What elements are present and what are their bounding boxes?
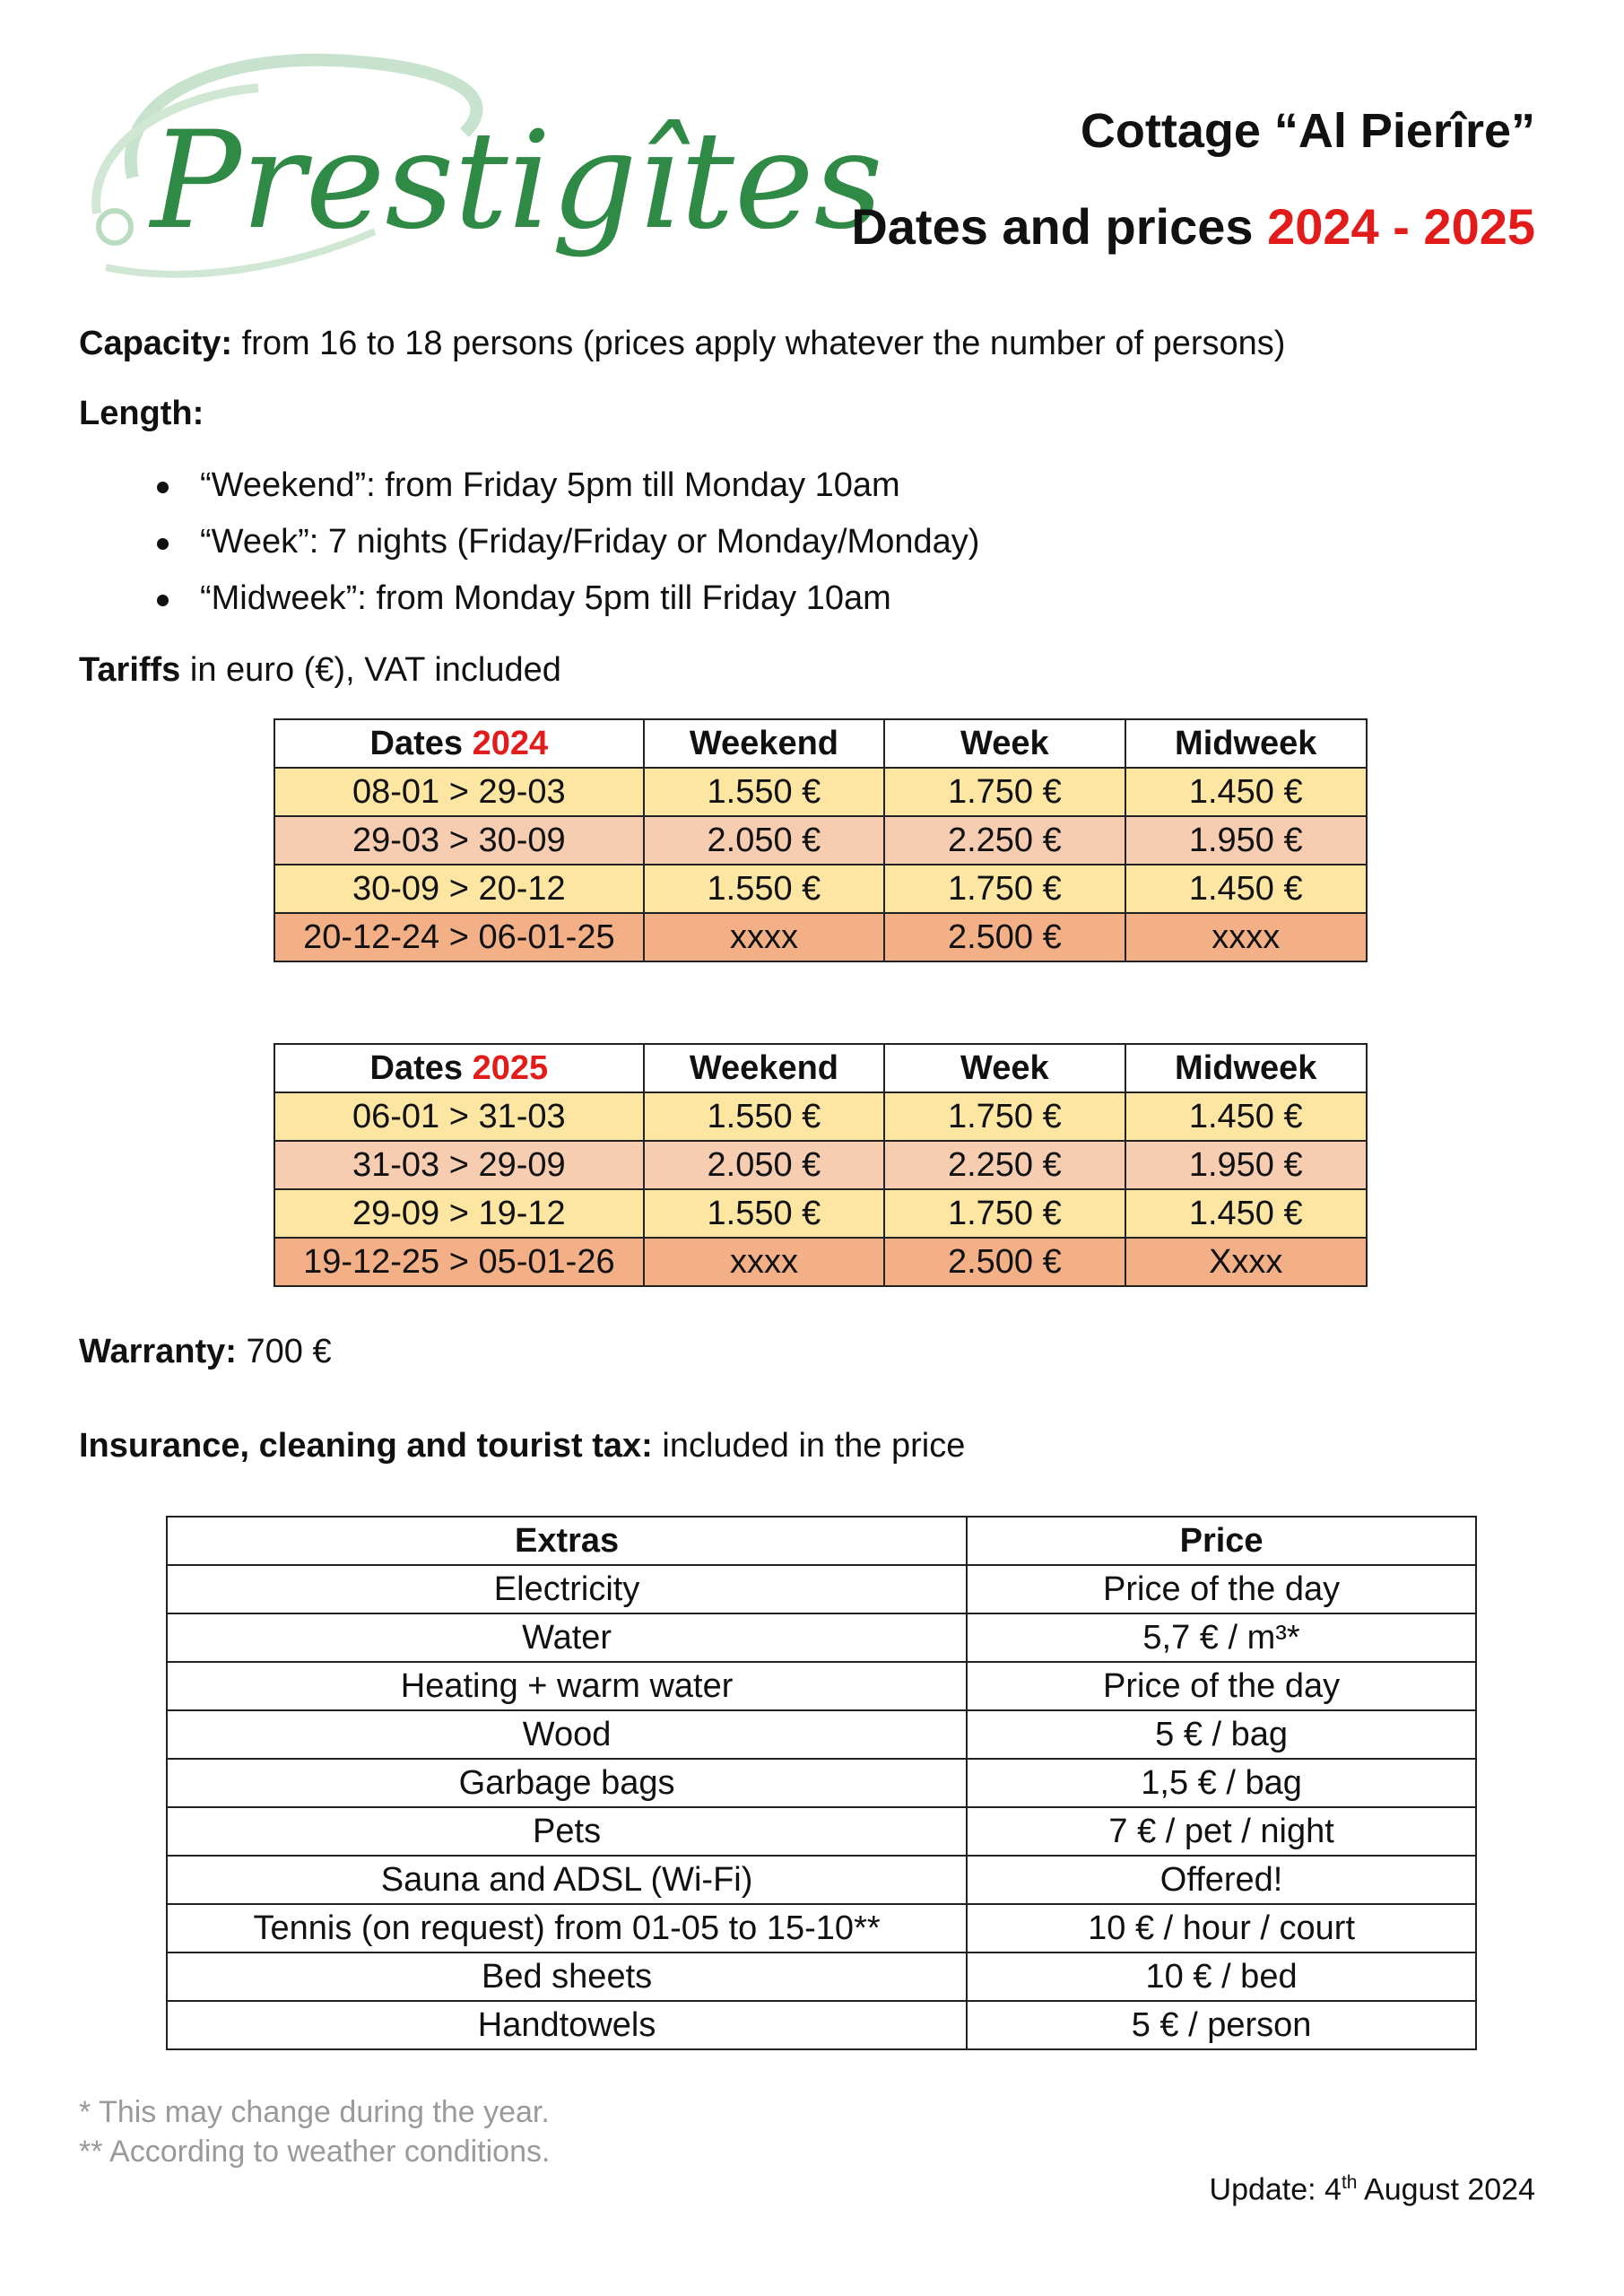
capacity-line: Capacity: from 16 to 18 persons (prices apply whatever the number of persons) bbox=[79, 325, 1286, 362]
weekend-header: Weekend bbox=[644, 1044, 885, 1092]
extras-table bbox=[166, 1516, 1477, 2050]
table-row: Handtowels 5 € / person bbox=[167, 2001, 1476, 2049]
list-item: “Midweek”: from Monday 5pm till Friday 10am bbox=[157, 579, 979, 636]
footnote: * This may change during the year. bbox=[79, 2095, 550, 2129]
cottage-title: Cottage “Al Pierîre” bbox=[1080, 104, 1535, 158]
list-item: “Week”: 7 nights (Friday/Friday or Monday/Monday) bbox=[157, 523, 979, 579]
update-date: Update: 4th August 2024 bbox=[1209, 2172, 1535, 2207]
footnote: ** According to weather conditions. bbox=[79, 2135, 551, 2169]
svg-text:Prestigîtes: Prestigîtes bbox=[151, 103, 883, 259]
table-row: Pets 7 € / pet / night bbox=[167, 1807, 1476, 1856]
insurance-line: Insurance, cleaning and tourist tax: included in the price bbox=[79, 1427, 966, 1465]
week-header: Week bbox=[884, 719, 1125, 768]
dates-header: Dates 2025 bbox=[274, 1044, 644, 1092]
length-list bbox=[157, 466, 979, 636]
dates-header: Dates 2024 bbox=[274, 719, 644, 768]
tariff-table-2024 bbox=[274, 718, 1368, 962]
bullet-icon bbox=[157, 538, 169, 550]
bullet-icon bbox=[157, 595, 169, 606]
bullet-icon bbox=[157, 482, 169, 493]
tariff-table-2025 bbox=[274, 1043, 1368, 1287]
table-header-row bbox=[167, 1517, 1476, 1565]
table-row: Electricity Price of the day bbox=[167, 1565, 1476, 1613]
table-row: 19-12-25 > 05-01-26 xxxx 2.500 € Xxxx bbox=[274, 1238, 1367, 1286]
table-row: Heating + warm water Price of the day bbox=[167, 1662, 1476, 1710]
table-row: 29-09 > 19-12 1.550 € 1.750 € 1.450 € bbox=[274, 1189, 1367, 1238]
table-row: 29-03 > 30-09 2.050 € 2.250 € 1.950 € bbox=[274, 816, 1367, 865]
table-header-row bbox=[274, 719, 1367, 768]
table-row: Water 5,7 € / m³* bbox=[167, 1613, 1476, 1662]
table-row: 30-09 > 20-12 1.550 € 1.750 € 1.450 € bbox=[274, 865, 1367, 913]
extras-header: Extras bbox=[167, 1517, 967, 1565]
table-header-row bbox=[274, 1044, 1367, 1092]
table-row: 06-01 > 31-03 1.550 € 1.750 € 1.450 € bbox=[274, 1092, 1367, 1141]
midweek-header: Midweek bbox=[1125, 719, 1368, 768]
table-row: 31-03 > 29-09 2.050 € 2.250 € 1.950 € bbox=[274, 1141, 1367, 1189]
prestigites-logo bbox=[79, 43, 883, 303]
page-subtitle: Dates and prices 2024 - 2025 bbox=[851, 198, 1535, 255]
weekend-header: Weekend bbox=[644, 719, 885, 768]
table-row: Bed sheets 10 € / bed bbox=[167, 1952, 1476, 2001]
length-label: Length: bbox=[79, 395, 204, 432]
tariffs-line: Tariffs in euro (€), VAT included bbox=[79, 651, 561, 689]
list-item: “Weekend”: from Friday 5pm till Monday 10am bbox=[157, 466, 979, 523]
table-row: Wood 5 € / bag bbox=[167, 1710, 1476, 1759]
week-header: Week bbox=[884, 1044, 1125, 1092]
table-row: 08-01 > 29-03 1.550 € 1.750 € 1.450 € bbox=[274, 768, 1367, 816]
subtitle-years: 2024 - 2025 bbox=[1267, 198, 1535, 255]
price-header: Price bbox=[967, 1517, 1476, 1565]
table-row: 20-12-24 > 06-01-25 xxxx 2.500 € xxxx bbox=[274, 913, 1367, 961]
table-row: Garbage bags 1,5 € / bag bbox=[167, 1759, 1476, 1807]
midweek-header: Midweek bbox=[1125, 1044, 1368, 1092]
table-row: Tennis (on request) from 01-05 to 15-10** 10 € / hour / court bbox=[167, 1904, 1476, 1952]
warranty-line: Warranty: 700 € bbox=[79, 1333, 332, 1370]
table-row: Sauna and ADSL (Wi-Fi) Offered! bbox=[167, 1856, 1476, 1904]
